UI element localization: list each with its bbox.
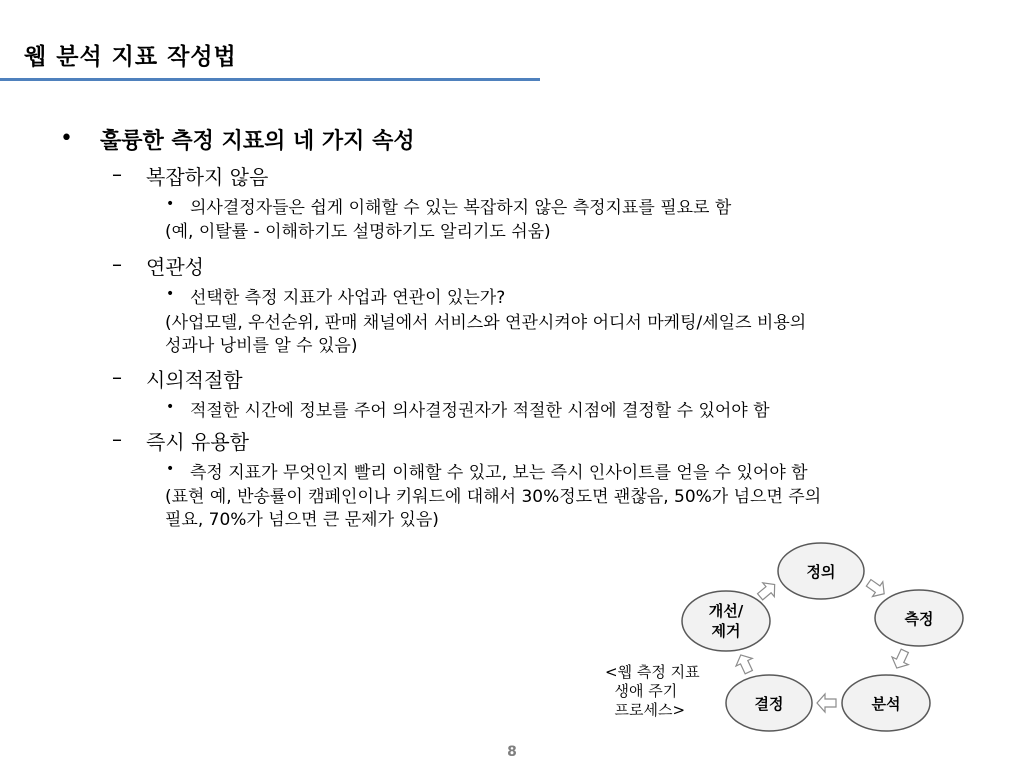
node-define-label: 정의 (806, 563, 836, 581)
node-analyze-label: 분석 (871, 695, 901, 713)
section-note-line: 성과나 낭비를 알 수 있음) (165, 336, 358, 356)
section-heading: 복잡하지 않음 (146, 165, 269, 189)
dash-marker: – (112, 252, 122, 276)
section-note-line: (표현 예, 반송률이 캠페인이나 키워드에 대해서 30%정도면 괜찮음, 50%가 넘으면 주의 (165, 487, 822, 507)
section-point: 측정 지표가 무엇인지 빨리 이해할 수 있고, 보는 즉시 인사이트를 얻을 수 있어야 함 (190, 463, 808, 483)
dash-marker: – (112, 427, 122, 451)
section-heading: 시의적절함 (146, 368, 243, 392)
bullet-dot: • (166, 286, 175, 302)
section-point: 선택한 측정 지표가 사업과 연관이 있는가? (190, 288, 506, 308)
section-point: 의사결정자들은 쉽게 이해할 수 있는 복잡하지 않은 측정지표를 필요로 함 (190, 198, 732, 218)
arrow-icon (817, 694, 836, 712)
section-note-line: (예, 이탈률 - 이해하기도 설명하기도 알리기도 쉬움) (165, 222, 551, 242)
arrow-icon (863, 575, 889, 601)
section-note-line: (사업모델, 우선순위, 판매 채널에서 서비스와 연관시켜야 어디서 마케팅/세일즈 비용의 (165, 313, 807, 333)
dash-marker: – (112, 365, 122, 389)
section-point: 적절한 시간에 정보를 주어 의사결정권자가 적절한 시점에 결정할 수 있어야 함 (190, 401, 770, 421)
node-improve-label: 제거 (711, 622, 741, 640)
bullet-dot: • (166, 461, 175, 477)
dash-marker: – (112, 162, 122, 186)
bullet-dot: • (60, 126, 73, 151)
section-heading: 연관성 (146, 255, 204, 279)
node-improve-label: 개선/ (708, 602, 744, 620)
node-improve (682, 591, 770, 651)
diagram-caption: <웹 측정 지표 생애 주기 프로세스> (605, 663, 700, 719)
arrow-icon (889, 647, 913, 672)
main-bullet-text: 훌륭한 측정 지표의 네 가지 속성 (100, 129, 415, 154)
page-number: 8 (507, 744, 517, 760)
slide-title: 웹 분석 지표 작성법 (24, 44, 237, 70)
section-note-line: 필요, 70%가 넘으면 큰 문제가 있음) (165, 510, 439, 530)
node-measure-label: 측정 (904, 610, 934, 628)
arrow-icon (733, 651, 757, 676)
bullet-dot: • (166, 399, 175, 415)
section-heading: 즉시 유용함 (146, 430, 249, 454)
bullet-dot: • (166, 196, 175, 212)
node-decide-label: 결정 (754, 695, 784, 713)
